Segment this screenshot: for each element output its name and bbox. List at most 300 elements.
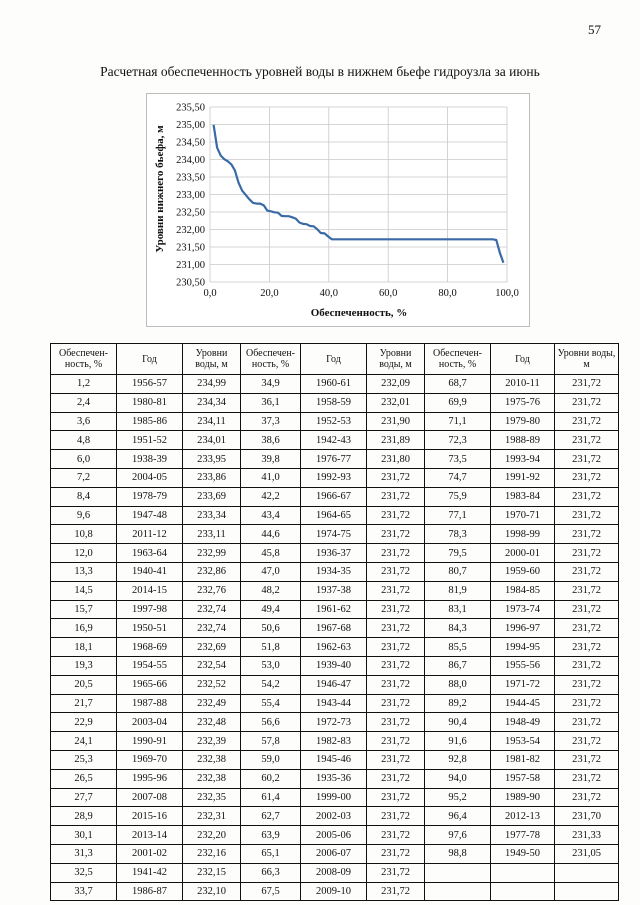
table-cell: 1945-46: [301, 750, 367, 769]
table-row: [51, 487, 619, 506]
table-cell: 1965-66: [117, 675, 183, 694]
table-row: [51, 788, 619, 807]
table-cell: 32,5: [51, 863, 117, 882]
y-tick-label: 233,00: [176, 190, 205, 201]
y-tick-label: 234,00: [176, 155, 205, 166]
table-row: [51, 581, 619, 600]
table-cell: 1960-61: [301, 375, 367, 394]
table-cell: 1997-98: [117, 600, 183, 619]
table-cell: 2,4: [51, 393, 117, 412]
table-cell: 231,72: [367, 544, 425, 563]
table-cell: 231,72: [555, 732, 619, 751]
table-cell: 2014-15: [117, 581, 183, 600]
y-tick-label: 232,00: [176, 225, 205, 236]
table-cell: 43,4: [241, 506, 301, 525]
table-cell: 231,80: [367, 450, 425, 469]
table-cell: 231,90: [367, 412, 425, 431]
table-cell: 1944-45: [491, 694, 555, 713]
table-cell: 39,8: [241, 450, 301, 469]
table-header-cell: Уровни воды, м: [367, 344, 425, 375]
table-row: [51, 713, 619, 732]
table-cell: 232,35: [183, 788, 241, 807]
table-cell: 80,7: [425, 562, 491, 581]
table-cell: 231,72: [367, 468, 425, 487]
table-row: [51, 619, 619, 638]
table-cell: 97,6: [425, 826, 491, 845]
table-header-cell: Уровни воды, м: [183, 344, 241, 375]
table-row: [51, 450, 619, 469]
table-cell: 1969-70: [117, 750, 183, 769]
table-cell: 1985-86: [117, 412, 183, 431]
table-cell: [491, 863, 555, 882]
table-cell: 231,72: [367, 506, 425, 525]
table-cell: 1971-72: [491, 675, 555, 694]
table-cell: 95,2: [425, 788, 491, 807]
table-cell: 231,72: [555, 412, 619, 431]
table-header-cell: Обеспечен-ность, %: [425, 344, 491, 375]
table-cell: 231,05: [555, 844, 619, 863]
table-row: [51, 544, 619, 563]
table-cell: 62,7: [241, 807, 301, 826]
table-cell: 231,72: [555, 769, 619, 788]
table-cell: 232,16: [183, 844, 241, 863]
y-tick-label: 231,50: [176, 242, 205, 254]
table-header-cell: Год: [491, 344, 555, 375]
table-cell: 42,2: [241, 487, 301, 506]
table-cell: 231,72: [367, 638, 425, 657]
table-cell: 231,72: [367, 732, 425, 751]
table-cell: 1950-51: [117, 619, 183, 638]
table-cell: 41,0: [241, 468, 301, 487]
table-cell: 232,74: [183, 600, 241, 619]
table-cell: 2011-12: [117, 525, 183, 544]
table-cell: 74,7: [425, 468, 491, 487]
table-cell: 233,86: [183, 468, 241, 487]
table-cell: [425, 882, 491, 901]
table-cell: 1946-47: [301, 675, 367, 694]
table-cell: 61,4: [241, 788, 301, 807]
table-row: [51, 468, 619, 487]
table-cell: 51,8: [241, 638, 301, 657]
table-cell: 2009-10: [301, 882, 367, 901]
table-cell: 231,72: [367, 619, 425, 638]
x-tick-label: 40,0: [319, 288, 338, 299]
table-cell: 232,15: [183, 863, 241, 882]
data-table: [50, 343, 619, 901]
table-cell: 30,1: [51, 826, 117, 845]
table-cell: 1989-90: [491, 788, 555, 807]
table-row: [51, 638, 619, 657]
table-cell: 232,49: [183, 694, 241, 713]
table-cell: 1962-63: [301, 638, 367, 657]
table-cell: 231,72: [367, 807, 425, 826]
table-cell: 1983-84: [491, 487, 555, 506]
table-cell: 231,72: [555, 487, 619, 506]
table-cell: 231,72: [555, 619, 619, 638]
table-cell: 231,72: [367, 788, 425, 807]
table-cell: 232,52: [183, 675, 241, 694]
table-cell: 231,33: [555, 826, 619, 845]
table-cell: 33,7: [51, 882, 117, 901]
table-cell: [491, 882, 555, 901]
table-row: [51, 882, 619, 901]
table-cell: 2000-01: [491, 544, 555, 563]
table-cell: 53,0: [241, 656, 301, 675]
table-cell: 1972-73: [301, 713, 367, 732]
table-cell: 44,6: [241, 525, 301, 544]
table-cell: 1957-58: [491, 769, 555, 788]
table-cell: 67,5: [241, 882, 301, 901]
table-cell: 231,72: [367, 713, 425, 732]
table-cell: 98,8: [425, 844, 491, 863]
table-cell: 1956-57: [117, 375, 183, 394]
table-cell: 26,5: [51, 769, 117, 788]
table-cell: 1947-48: [117, 506, 183, 525]
table-row: [51, 431, 619, 450]
table-cell: 72,3: [425, 431, 491, 450]
table-cell: 234,99: [183, 375, 241, 394]
table-cell: 1981-82: [491, 750, 555, 769]
table-cell: 24,1: [51, 732, 117, 751]
table-header-cell: Год: [301, 344, 367, 375]
x-axis-title: Обеспеченность, %: [310, 307, 408, 319]
table-cell: 232,20: [183, 826, 241, 845]
series-line: [214, 125, 504, 263]
y-tick-label: 233,50: [176, 172, 205, 184]
table-cell: 231,72: [555, 525, 619, 544]
table-cell: 36,1: [241, 393, 301, 412]
table-cell: 57,8: [241, 732, 301, 751]
table-cell: 231,72: [555, 506, 619, 525]
table-cell: 10,8: [51, 525, 117, 544]
table-cell: 77,1: [425, 506, 491, 525]
table-cell: 1938-39: [117, 450, 183, 469]
table-cell: 94,0: [425, 769, 491, 788]
table-cell: 1951-52: [117, 431, 183, 450]
table-row: [51, 412, 619, 431]
table-cell: 231,72: [555, 393, 619, 412]
table-cell: 60,2: [241, 769, 301, 788]
y-tick-label: 234,50: [176, 137, 205, 149]
y-tick-label: 230,50: [176, 277, 205, 289]
table-row: [51, 844, 619, 863]
table-cell: 25,3: [51, 750, 117, 769]
table-cell: 231,72: [555, 750, 619, 769]
y-tick-label: 231,00: [176, 260, 205, 271]
table-cell: 231,72: [367, 581, 425, 600]
table-cell: 231,72: [555, 694, 619, 713]
table-cell: 232,31: [183, 807, 241, 826]
table-cell: 1963-64: [117, 544, 183, 563]
table-cell: 231,70: [555, 807, 619, 826]
table-row: [51, 375, 619, 394]
table-cell: 1975-76: [491, 393, 555, 412]
table-cell: 96,4: [425, 807, 491, 826]
table-cell: 231,72: [367, 562, 425, 581]
table-cell: 231,72: [555, 581, 619, 600]
table-row: [51, 807, 619, 826]
table-cell: 2005-06: [301, 826, 367, 845]
table-cell: 2004-05: [117, 468, 183, 487]
table-row: [51, 826, 619, 845]
table-cell: 90,4: [425, 713, 491, 732]
table-body: [51, 375, 619, 901]
table-cell: 1977-78: [491, 826, 555, 845]
table-cell: 231,72: [555, 638, 619, 657]
table-cell: 2010-11: [491, 375, 555, 394]
table-cell: 232,39: [183, 732, 241, 751]
table-cell: 78,3: [425, 525, 491, 544]
table-cell: 49,4: [241, 600, 301, 619]
table-cell: 19,3: [51, 656, 117, 675]
table-cell: 231,72: [367, 656, 425, 675]
table-cell: 1936-37: [301, 544, 367, 563]
table-cell: 2006-07: [301, 844, 367, 863]
table-cell: [555, 863, 619, 882]
table-cell: 1968-69: [117, 638, 183, 657]
table-cell: 2003-04: [117, 713, 183, 732]
y-tick-label: 235,50: [176, 102, 205, 114]
table-cell: 21,7: [51, 694, 117, 713]
table-cell: 34,9: [241, 375, 301, 394]
table-cell: 1939-40: [301, 656, 367, 675]
table-cell: 16,9: [51, 619, 117, 638]
table-cell: 22,9: [51, 713, 117, 732]
table-cell: 231,72: [367, 844, 425, 863]
table-row: [51, 393, 619, 412]
table-cell: 232,69: [183, 638, 241, 657]
table-cell: 6,0: [51, 450, 117, 469]
y-tick-label: 235,00: [176, 120, 205, 131]
table-cell: 2012-13: [491, 807, 555, 826]
table-cell: 1953-54: [491, 732, 555, 751]
table-cell: 1954-55: [117, 656, 183, 675]
y-axis-title: Уровни нижнего бьефа, м: [154, 125, 166, 253]
table-cell: 2015-16: [117, 807, 183, 826]
table-cell: 1993-94: [491, 450, 555, 469]
table-cell: 1994-95: [491, 638, 555, 657]
table-row: [51, 863, 619, 882]
table-cell: 232,09: [367, 375, 425, 394]
table-cell: 1955-56: [491, 656, 555, 675]
table-header-cell: Обеспечен-ность, %: [51, 344, 117, 375]
table-cell: 92,8: [425, 750, 491, 769]
table-cell: 1990-91: [117, 732, 183, 751]
table-cell: 232,54: [183, 656, 241, 675]
table-cell: 4,8: [51, 431, 117, 450]
table-cell: 1952-53: [301, 412, 367, 431]
table-row: [51, 769, 619, 788]
table-cell: 232,74: [183, 619, 241, 638]
table-cell: 71,1: [425, 412, 491, 431]
table-cell: 48,2: [241, 581, 301, 600]
table-cell: 65,1: [241, 844, 301, 863]
table-cell: 234,11: [183, 412, 241, 431]
table-cell: 231,72: [555, 375, 619, 394]
table-cell: 45,8: [241, 544, 301, 563]
table-cell: 56,6: [241, 713, 301, 732]
table-cell: 12,0: [51, 544, 117, 563]
table-cell: 231,72: [367, 863, 425, 882]
table-cell: 1943-44: [301, 694, 367, 713]
table-cell: 1937-38: [301, 581, 367, 600]
table-cell: 1986-87: [117, 882, 183, 901]
table-cell: 66,3: [241, 863, 301, 882]
x-tick-label: 60,0: [379, 288, 398, 299]
table-cell: 232,10: [183, 882, 241, 901]
table-row: [51, 732, 619, 751]
table-header-cell: Год: [117, 344, 183, 375]
table-cell: 1976-77: [301, 450, 367, 469]
table-cell: 232,99: [183, 544, 241, 563]
table-cell: 1979-80: [491, 412, 555, 431]
table-cell: 233,34: [183, 506, 241, 525]
table-cell: 231,89: [367, 431, 425, 450]
table-row: [51, 600, 619, 619]
x-tick-label: 0,0: [203, 288, 217, 299]
table-header-cell: Обеспечен-ность, %: [241, 344, 301, 375]
table-header-row: [51, 344, 619, 375]
table-cell: 231,72: [555, 788, 619, 807]
table-cell: 231,72: [367, 882, 425, 901]
table-cell: 1987-88: [117, 694, 183, 713]
table-cell: 233,11: [183, 525, 241, 544]
table-cell: 2001-02: [117, 844, 183, 863]
table-cell: 231,72: [367, 525, 425, 544]
table-cell: 1967-68: [301, 619, 367, 638]
table-cell: 231,72: [555, 450, 619, 469]
table-cell: 1982-83: [301, 732, 367, 751]
chart-svg: [147, 94, 529, 326]
table-cell: 231,72: [367, 600, 425, 619]
table-cell: 232,38: [183, 750, 241, 769]
table-row: [51, 656, 619, 675]
table-row: [51, 525, 619, 544]
table-cell: 1966-67: [301, 487, 367, 506]
table-cell: 231,72: [555, 600, 619, 619]
table-cell: 54,2: [241, 675, 301, 694]
table-cell: 91,6: [425, 732, 491, 751]
table-cell: 1959-60: [491, 562, 555, 581]
table-row: [51, 506, 619, 525]
table-cell: 1948-49: [491, 713, 555, 732]
table-cell: 75,9: [425, 487, 491, 506]
x-tick-label: 80,0: [438, 288, 457, 299]
table-cell: 1940-41: [117, 562, 183, 581]
document-title: Расчетная обеспеченность уровней воды в нижнем бьефе гидроузла за июнь: [100, 64, 540, 79]
y-tick-label: 232,50: [176, 207, 205, 219]
table-cell: 13,3: [51, 562, 117, 581]
table-cell: 84,3: [425, 619, 491, 638]
table-cell: 232,38: [183, 769, 241, 788]
table-cell: 1,2: [51, 375, 117, 394]
table-cell: 1974-75: [301, 525, 367, 544]
table-cell: 1978-79: [117, 487, 183, 506]
table-cell: 231,72: [555, 656, 619, 675]
table-cell: 231,72: [555, 713, 619, 732]
table-cell: 69,9: [425, 393, 491, 412]
table-cell: 1961-62: [301, 600, 367, 619]
table-cell: 1980-81: [117, 393, 183, 412]
table-cell: 68,7: [425, 375, 491, 394]
table-cell: 27,7: [51, 788, 117, 807]
table-cell: 231,72: [367, 694, 425, 713]
table-cell: 232,48: [183, 713, 241, 732]
table-cell: 1942-43: [301, 431, 367, 450]
table-cell: 232,86: [183, 562, 241, 581]
table-cell: 2008-09: [301, 863, 367, 882]
table-cell: 81,9: [425, 581, 491, 600]
chart: [146, 93, 530, 327]
table-cell: 1970-71: [491, 506, 555, 525]
table-cell: 63,9: [241, 826, 301, 845]
table-cell: 83,1: [425, 600, 491, 619]
table-cell: 2013-14: [117, 826, 183, 845]
table-cell: 231,72: [555, 468, 619, 487]
table-cell: 1992-93: [301, 468, 367, 487]
table-cell: 231,72: [555, 431, 619, 450]
table-cell: 7,2: [51, 468, 117, 487]
table-cell: 231,72: [555, 544, 619, 563]
table-cell: 1935-36: [301, 769, 367, 788]
table-cell: 1998-99: [491, 525, 555, 544]
table-cell: 2007-08: [117, 788, 183, 807]
table-cell: 38,6: [241, 431, 301, 450]
page-number: 57: [588, 22, 601, 37]
table-cell: 14,5: [51, 581, 117, 600]
table-cell: 234,34: [183, 393, 241, 412]
table-cell: 86,7: [425, 656, 491, 675]
table-cell: 1996-97: [491, 619, 555, 638]
table-cell: 55,4: [241, 694, 301, 713]
table-cell: 28,9: [51, 807, 117, 826]
table-cell: 1958-59: [301, 393, 367, 412]
table-cell: 231,72: [367, 769, 425, 788]
table-cell: 232,01: [367, 393, 425, 412]
table-cell: 1999-00: [301, 788, 367, 807]
table-cell: 47,0: [241, 562, 301, 581]
table-cell: 1949-50: [491, 844, 555, 863]
table-cell: 1995-96: [117, 769, 183, 788]
table-cell: 89,2: [425, 694, 491, 713]
table-cell: 232,76: [183, 581, 241, 600]
table-cell: 233,95: [183, 450, 241, 469]
table-cell: 1984-85: [491, 581, 555, 600]
table-cell: 1941-42: [117, 863, 183, 882]
table-cell: 231,72: [367, 487, 425, 506]
x-tick-label: 100,0: [495, 288, 519, 299]
table-cell: 231,72: [367, 675, 425, 694]
table-cell: 9,6: [51, 506, 117, 525]
table-cell: 233,69: [183, 487, 241, 506]
table-cell: 1964-65: [301, 506, 367, 525]
table-row: [51, 750, 619, 769]
table-cell: 1988-89: [491, 431, 555, 450]
table-cell: 50,6: [241, 619, 301, 638]
table-header-cell: Уровни воды, м: [555, 344, 619, 375]
table-cell: 37,3: [241, 412, 301, 431]
table-cell: 18,1: [51, 638, 117, 657]
table-cell: 88,0: [425, 675, 491, 694]
table-cell: 85,5: [425, 638, 491, 657]
table-cell: 2002-03: [301, 807, 367, 826]
table-cell: 3,6: [51, 412, 117, 431]
table-cell: 8,4: [51, 487, 117, 506]
table-row: [51, 694, 619, 713]
table-cell: 20,5: [51, 675, 117, 694]
table-cell: 231,72: [555, 675, 619, 694]
table-cell: 231,72: [555, 562, 619, 581]
